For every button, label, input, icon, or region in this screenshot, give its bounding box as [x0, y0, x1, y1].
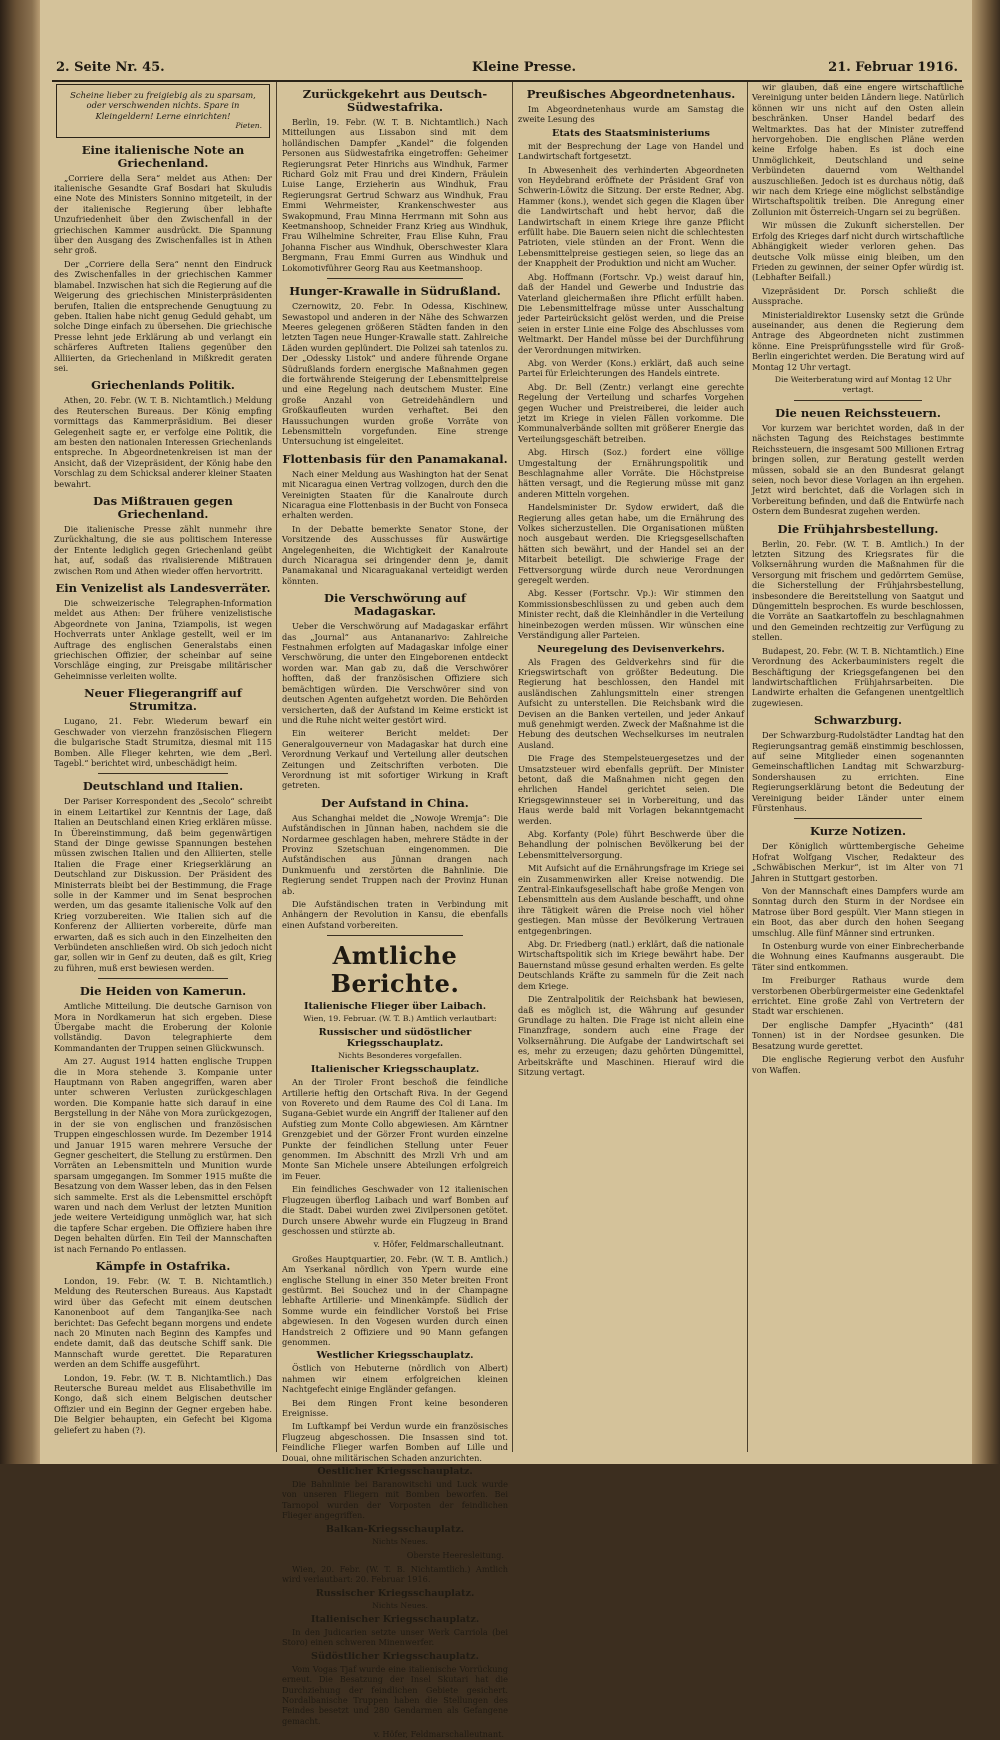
- subheadline: Russischer Kriegsschauplatz.: [315, 1587, 475, 1599]
- headline: Preußisches Abgeordnetenhaus.: [526, 87, 736, 101]
- paragraph: Vizepräsident Dr. Porsch schließt die Aussprache.: [752, 285, 964, 307]
- paragraph: In Ostenburg wurde von einer Einbrecherbande die Wohnung eines Kaufmanns ausgeraubt. Die Täter sind entkommen.: [752, 941, 964, 972]
- subheadline: Westlicher Kriegsschauplatz.: [316, 1350, 474, 1362]
- column-3: [518, 82, 744, 1452]
- paragraph: London, 19. Febr. (W. T. B. Nichtamtlich.) Das Reutersche Bureau meldet aus Elisabethville im Kongo, daß sich einem Belgischen deutscher Offizier und ein Beginn der Gegner ergeben habe. Die Belgier behaupten, ein Gefecht bei Kigoma geliefert zu haben (?).: [54, 1372, 272, 1435]
- headline: Eine italienische Note an Griechenland.: [81, 142, 245, 170]
- signature: v. Höfer, Feldmarschalleutnant.: [373, 1239, 504, 1250]
- headline: Der Aufstand in China.: [321, 795, 469, 810]
- notice-signature: Pieten.: [235, 121, 262, 131]
- paragraph: Ministerialdirektor Lusensky setzt die Gründe auseinander, aus denen die Regierung dem Antrage des Abgeordneten nicht zustimmen könne. Eine Preisprüfungsstelle wird für Groß-Berlin eingerichtet werden. Die Beratung wird auf Montag 12 Uhr vertagt.: [752, 309, 964, 372]
- divider: [327, 278, 463, 279]
- paragraph: Der englische Dampfer „Hyacinth“ (481 Tonnen) ist in der Nordsee gesunken. Die Besatzung wurde gerettet.: [752, 1019, 964, 1051]
- paragraph: Nach einer Meldung aus Washington hat der Senat mit Nicaragua einen Vertrag vollzogen, durch den die Vereinigten Staaten für die Kanalroute durch Nicaragua eine Flottenbasis in der Bucht von Fonseca erhalten werden.: [282, 468, 508, 521]
- divider: [98, 773, 229, 774]
- page-number: 2. Seite Nr. 45.: [56, 60, 165, 75]
- paragraph: Abg. Hoffmann (Fortschr. Vp.) weist darauf hin, daß der Handel und Gewerbe und Industrie das Vaterland gleichermaßen ihre Pflicht erfüllt haben. Die Lebensmittelfrage müsse unter Ausschaltung jeder Parteirücksicht gelöst werden, und die Preise seien in erster Linie eine Folge des Abschlusses vom Weltmarkt. Der Handel müsse bei der Durchführung der Verordnungen mitwirken.: [518, 271, 744, 355]
- paragraph: Nichts Neues.: [372, 1600, 428, 1610]
- paragraph: Der Schwarzburg-Rudolstädter Landtag hat den Regierungsantrag gemäß einstimmig beschlossen, auf seine Mitglieder einen sogenannten Gemeinschaftlichen Landtag mit Schwarzburg-Sondershausen zu errichten. Eine Regierungserklärung betont die Bedeutung der Vereinigung beider Länder unter einem Fürstenhaus.: [752, 730, 964, 813]
- headline: Deutschland und Italien.: [82, 779, 244, 794]
- dateline: Wien, 19. Februar. (W. T. B.) Amtlich verlautbart:: [303, 1014, 497, 1024]
- column-rule: [512, 82, 513, 1452]
- headline: Neuer Fliegerangriff auf Strumitza.: [84, 686, 242, 714]
- notice-box: [56, 84, 270, 138]
- paragraph: Amtliche Mitteilung. Die deutsche Garnison von Mora in Nordkamerun hat sich ergeben. Diese Übergabe macht die Eroberung der Kolonie vollständig. Davon telegraphierte dem Kommandanten der Truppen seinen Glückwunsch.: [54, 1001, 272, 1053]
- paragraph: Im Luftkampf bei Verdun wurde ein französisches Flugzeug abgeschossen. Die Insassen sind tot. Feindliche Flieger warfen Bomben auf Lille und Douai, ohne militärischen Schaden anzurichten.: [282, 1421, 508, 1463]
- column-2: [282, 82, 508, 1740]
- paragraph: Abg. von Werder (Kons.) erklärt, daß auch seine Partei für Erleichterungen des Handels eintrete.: [518, 357, 744, 379]
- subheadline: Neuregelung des Devisenverkehrs.: [537, 643, 725, 655]
- subheadline: Etats des Staatsministeriums: [552, 127, 710, 139]
- paragraph: Östlich von Hebuterne (nördlich von Albert) nahmen wir einem erfolgreichen kleinen Nachtgefecht einige Engländer gefangen.: [282, 1363, 508, 1395]
- paragraph: Abg. Dr. Friedberg (natl.) erklärt, daß die nationale Wirtschaftspolitik sich im Kriege bewährt habe. Der Bauernstand müsse gesund erhalten werden. Es gelte Deutschlands Kräfte zu sammeln für die Zeit nach dem Kriege.: [518, 939, 744, 991]
- subheadline: Balkan-Kriegsschauplatz.: [325, 1523, 465, 1535]
- paragraph: wir glauben, daß eine engere wirtschaftliche Vereinigung unter beiden Ländern liege. Natürlich können wir uns nicht auf den Osten allein beschränken. Unser Handel bedarf des Weltmarktes. Das hat der Minister zutreffend hervorgehoben. Die englischen Pläne werden keine Erfolge haben. Es ist doch eine Unmöglichkeit, Deutschland und seine Verbündeten dauernd vom Welthandel auszuschließen. Jedoch ist es durchaus nötig, daß wir nach dem Kriege eine möglichst selbständige Wirtschaftspolitik treiben. Die Anregung einer Zollunion mit Österreich-Ungarn sei zu begrüßen.: [752, 82, 964, 217]
- paragraph: Athen, 20. Febr. (W. T. B. Nichtamtlich.) Meldung des Reuterschen Bureaus. Der König empfing vormittags das Kammerpräsidium. Bei dieser Gelegenheit sagte er, er verfolge eine Politik, die am besten den nationalen Interessen Griechenlands entspreche. In Abgeordnetenkreisen ist man der Ansicht, daß der Vizepräsident, der König habe den Vorschlag zu dem Schicksal anderer kleiner Staaten bewahrt.: [54, 395, 272, 489]
- paragraph: Berlin, 19. Febr. (W. T. B. Nichtamtlich.) Nach Mitteilungen aus Lissabon sind mit dem holländischen Dampfer „Kandel“ die folgenden Personen aus Südwestafrika eingetroffen: Geheimer Regierungsrat Peter Hinrichs aus Windhuk, Farmer Richard Golz mit Frau und drei Kindern, Fräulein Luise Lange, Erzieherin aus Windhuk, Frau Regierungsrat Gertrud Schwarz aus Windhuk, Frau Emmi Wehrmeister, Krankenschwester aus Swakopmund, Frau Minna Herrmann mit Sohn aus Keetmanshoop, Schneider Franz Krieg aus Windhuk, Frau Wilhelmine Schreiter, Frau Elise Kuhn, Frau Johanna Fischer aus Windhuk, Oberschwester Klara Bergmann, Frau Emmi Gurren aus Windhuk und Lokomotivführer Georg Rau aus Keetmanshoop.: [282, 117, 508, 273]
- paragraph: Die Aufständischen traten in Verbindung mit Anhängern der Revolution in Kansu, die ebenfalls einen Aufstand vorbereiten.: [282, 899, 508, 930]
- paragraph: Die Bahnlinie bei Baranowitschi und Luck wurde von unseren Fliegern mit Bomben beworfen. Bei Tarnopol wurden der Vorposten der feindlichen Flieger angegriffen.: [282, 1479, 508, 1521]
- paragraph: Abg. Korfanty (Pole) führt Beschwerde über die Behandlung der polnischen Bevölkerung bei der Lebensmittelversorgung.: [518, 829, 744, 860]
- paragraph: Von der Mannschaft eines Dampfers wurde am Sonntag durch den Sturm in der Nordsee ein Matrose über Bord gespült. Vier Mann stiegen in ein Boot, das aber durch den hohen Seegang umschlug. Alle fünf Männer sind ertrunken.: [752, 886, 964, 938]
- paragraph: Die Frage des Stempelsteuergesetzes und der Umsatzsteuer wird ebenfalls geprüft. Der Minister betont, daß die Maßnahmen nicht gegen den ehrlichen Handel gerichtet seien. Die Kriegsgewinnsteuer sei in Vorbereitung, und das Haus werde bald mit Vorlagen bekanntgemacht werden.: [518, 753, 744, 826]
- paragraph: Wir müssen die Zukunft sicherstellen. Der Erfolg des Krieges darf nicht durch wirtschaftliche Abhängigkeit wieder verloren gehen. Das deutsche Volk müsse einig bleiben, um den Frieden zu gewinnen, der seiner Opfer würdig ist. (Lebhafter Beifall.): [752, 220, 964, 283]
- headline: Die neuen Reichssteuern.: [775, 405, 941, 420]
- subheadline: Italienischer Kriegsschauplatz.: [310, 1064, 480, 1076]
- dateline: Wien, 20. Febr. (W. T. B. Nichtamtlich.) Amtlich wird verlautbart: 20. Februar 1916.: [282, 1564, 508, 1585]
- paragraph: Die Weiterberatung wird auf Montag 12 Uhr vertagt.: [774, 374, 952, 394]
- paragraph: Vor kurzem war berichtet worden, daß in der nächsten Tagung des Reichstages bestimmte Reichssteuern, die insgesamt 500 Millionen Ertrag bringen sollen, zur Beratung gestellt werden müssen, sobald sie an den Bundesrat gelangt seien, noch bevor diese Vorlagen an ihn ergehen. Jetzt wird berichtet, daß die Vorlagen sich in Vorbereitung befinden, und daß die Entwürfe nach Ostern dem Bundesrat zugehen werden.: [752, 422, 964, 517]
- paragraph: Die italienische Presse zählt nunmehr ihre Zurückhaltung, die sie aus politischem Interesse der Entente lediglich gegen Griechenland geübt hat, auf, sodaß das rivalisierende Mißtrauen zwischen Rom und Athen wieder offen hervortritt.: [54, 524, 272, 576]
- page-date: 21. Februar 1916.: [828, 60, 958, 75]
- paragraph: In Abwesenheit des verhinderten Abgeordneten von Heydebrand eröffnete der Präsident Graf von Schwerin-Löwitz die Sitzung. Der erste Redner, Abg. Hammer (kons.), wendet sich gegen die Klagen über die Landwirtschaft und hebt hervor, daß die Landwirtschaft in einem Kriege ihre ganze Pflicht erfüllt habe. Die Bauern seien nicht die schlechtesten Patrioten, viele stünden an der Front. Wenn die Lebensmittelpreise gestiegen seien, so liege das an der Knappheit der Produktion und nicht am Wucher.: [518, 164, 744, 269]
- paragraph: mit der Besprechung der Lage von Handel und Landwirtschaft fortgesetzt.: [518, 140, 744, 162]
- book-spine: [0, 0, 40, 1464]
- divider: [327, 935, 463, 936]
- paragraph: Der Pariser Korrespondent des „Secolo“ schreibt in einem Leitartikel zur Kenntnis der Lage, daß Italien an Deutschland einen Krieg erklären müsse. In Übereinstimmung, daß beim gegenwärtigen Stand der Dinge gewisse Spannungen bestehen müssen zwischen Italien und den Alliierten, stelle Italien die Frage einer Kriegserklärung an Deutschland zur Diskussion. Der Präsident des Ministerrats bleibt bei der Bestimmung, die Frage solle in der Kammer und im Senat besprochen werden, um das gesamte italienische Volk auf den Krieg vorzubereiten. Wie Italien sich auf die Konferenz der Alliierten vorbereite, dürfe man erwarten, daß es sich auch in den Einzelheiten den Verbündeten anschließen wird. Ob sich jedoch nicht gar, sollen wir in Genf zu deuten, daß es gilt, Krieg zu führen, muß erst bewiesen werden.: [54, 796, 272, 973]
- section-title: Amtliche Berichte.: [330, 941, 460, 999]
- paragraph: Bei dem Ringen Front keine besonderen Ereignisse.: [282, 1397, 508, 1418]
- headline: Flottenbasis für den Panamakanal.: [282, 451, 508, 466]
- paragraph: Berlin, 20. Febr. (W. T. B. Amtlich.) In der letzten Sitzung des Kriegsrates für die Volksernährung wurden die Maßnahmen für die Versorgung mit frischem und gedörrtem Gemüse, die Sicherstellung der Frühjahrsbestellung, insbesondere die Bereitstellung von Saatgut und Düngemitteln besprochen. Es wurde beschlossen, die Vorräte an Saatkartoffeln zu beschlagnahmen und den Gemeinden rechtzeitig zur Verfügung zu stellen.: [752, 538, 964, 643]
- page-edge: [972, 0, 1000, 1464]
- dateline: Großes Hauptquartier, 20. Febr. (W. T. B. Amtlich.) Am Yserkanal nördlich von Ypern wurde eine englische Stellung in einer 350 Meter breiten Front gestürmt. Bei Souchez und in der Champagne lebhafte Artillerie- und Minenkämpfe. Südlich der Somme wurde ein feindlicher Vorstoß bei Frise abgewiesen. In den Vogesen wurden durch einen Handstreich 2 Offiziere und 90 Mann gefangen genommen.: [282, 1253, 508, 1347]
- headline: Die Frühjahrsbestellung.: [777, 521, 939, 536]
- divider: [98, 978, 229, 979]
- paragraph: Lugano, 21. Febr. Wiederum bewarf ein Geschwader von vierzehn französischen Fliegern die bulgarische Stadt Strumitza, diesmal mit 115 Bomben. Alle Flieger kehrten, wie dem „Berl. Tagebl.“ berichtet wird, unbeschädigt heim.: [54, 716, 272, 768]
- paragraph: Ein feindliches Geschwader von 12 italienischen Flugzeugen überflog Laibach und warf Bomben auf die Stadt. Dabei wurden zwei Zivilpersonen getötet. Durch unsere Abwehr wurde ein Flugzeug in Brand geschossen und stürzte ab.: [282, 1184, 508, 1236]
- paragraph: Nichts Neues.: [372, 1536, 428, 1546]
- paragraph: In den Judicarien setzte unser Werk Carriola (bei Storo) einen schweren Minenwerfer.: [282, 1626, 508, 1648]
- subheadline: Oestlicher Kriegsschauplatz.: [317, 1466, 473, 1478]
- paragraph: Budapest, 20. Febr. (W. T. B. Nichtamtlich.) Eine Verordnung des Ackerbauministers regelt die Beschäftigung der Kriegsgefangenen bei den landwirtschaftlichen Frühjahrsarbeiten. Die Landwirte erhalten die Gefangenen unentgeltlich zugewiesen.: [752, 645, 964, 708]
- column-1: [54, 82, 272, 1452]
- paragraph: Abg. Hirsch (Soz.) fordert eine völlige Umgestaltung der Ernährungspolitik und Beschlagnahme aller Vorräte. Die Höchstpreise hätten versagt, und die Regierung müsse mit ganz anderen Mitteln vorgehen.: [518, 447, 744, 499]
- paragraph: Die Zentralpolitik der Reichsbank hat bewiesen, daß es möglich ist, die Währung auf gesunder Grundlage zu halten. Die Frage ist nicht allein eine Finanzfrage, sondern auch eine Frage der Volksernährung. Die Aufgabe der Landwirtschaft sei es, mehr zu erzeugen; dazu gehörten Düngemittel, Arbeitskräfte und Maschinen. Hierauf wird die Sitzung vertagt.: [518, 994, 744, 1077]
- paragraph: London, 19. Febr. (W. T. B. Nichtamtlich.) Meldung des Reuterschen Bureaus. Aus Kapstadt wird über das Gefecht mit einem deutschen Kanonenboot auf dem Tanganjika-See nach berichtet: Das Gefecht begann morgens und endete nach 20 Minuten nach Beginn des Kampfes und endete damit, daß das deutsche Schiff sank. Die Mannschaft wurde gerettet. Die Reparaturen werden an dem Schiffe ausgeführt.: [54, 1275, 272, 1370]
- headline: Die Heiden von Kamerun.: [79, 984, 247, 999]
- paragraph: Nichts Besonderes vorgefallen.: [338, 1051, 462, 1061]
- signature: Oberste Heeresleitung.: [406, 1549, 504, 1560]
- column-rule: [747, 82, 748, 1452]
- headline: Kurze Notizen.: [809, 824, 907, 839]
- notice-text: Scheine lieber zu freigiebig als zu sparsam, oder verschwenden nichts. Spare in Kleingeldern! Lerne einrichten!: [70, 90, 256, 121]
- paragraph: Vom Vogas Tjaf wurde eine italienische Vorrückung erneut. Die Besatzung der Insel Skutari hat die Durchziehung der feindlichen Gebiete gesichert. Nordalbanische Truppen haben die Stellungen des Feindes besetzt und 280 Gendarmen als Gefangene gemacht.: [282, 1663, 508, 1726]
- paragraph: In der Debatte bemerkte Senator Stone, der Vorsitzende des Ausschusses für Auswärtige Angelegenheiten, die Wichtigkeit der Kanalroute durch Nicaragua sei dringender denn je, damit Panamakanal und Nicaraguakanal verteidigt werden könnten.: [282, 523, 508, 586]
- paragraph: Abg. Kesser (Fortschr. Vp.): Wir stimmen den Kommissionsbeschlüssen zu und geben auch dem Minister recht, daß die Kleinhändler in die Verteilung hineinbezogen werden müssen. Wir wünschen eine Verständigung aller Parteien.: [518, 588, 744, 641]
- divider: [794, 818, 921, 819]
- divider: [794, 400, 921, 401]
- paragraph: Ueber die Verschwörung auf Madagaskar erfährt das „Journal“ aus Antananarivo: Zahlreiche Festnahmen erfolgten auf Madagaskar infolge einer Verschwörung, die unter den Eingeborenen entdeckt worden war. Man gab zu, daß die Verschwörer hofften, daß der französischen Offiziere sich bemächtigen würden. Die Verschwörer sind von deutschen Agenten aufgehetzt worden. Die Behörden versicherten, daß der Aufstand im Keime erstickt ist und die Ruhe nicht weiter gestört wird.: [282, 621, 508, 725]
- paragraph: Aus Schanghai meldet die „Nowoje Wremja“: Die Aufständischen in Jünnan haben, nachdem sie die Nordarmee geschlagen haben, mehrere Städte in der Provinz Szetschuan eingenommen. Die Aufständischen aus Jünnan drangen nach Dunkmuenfu und zerstörten die Bahnlinie. Die Regierung sendet Truppen nach der Provinz Hunan ab.: [282, 812, 508, 896]
- headline: Griechenlands Politik.: [91, 378, 235, 393]
- paragraph: Die englische Regierung verbot den Ausfuhr von Waffen.: [752, 1054, 964, 1075]
- paragraph: Die schweizerische Telegraphen-Information meldet aus Athen: Der frühere venizelistische Abgeordnete von Janina, Tziampolis, ist wegen Hochverrats unter Anklage gestellt, weil er im Auftrage des englischen Generalstabs einen griechischen Offizier, der scheinbar auf seine Vorschläge einging, zur Preisgabe militärischer Geheimnisse verleiten wollte.: [54, 598, 272, 681]
- paragraph: Am 27. August 1914 hatten englische Truppen die in Mora stehende 3. Kompanie unter Hauptmann von Raben angegriffen, waren aber unter schweren Verlusten zurückgeschlagen worden. Die Kompanie hatte sich darauf in eine Bergstellung in der Nähe von Mora zurückgezogen, in der sie von englischen und französischen Truppen eingeschlossen wurde. Im Dezember 1914 und Januar 1915 waren mehrere Versuche der Gegner gescheitert, die Stellung zu erstürmen. Den Vorräten an Lebensmitteln und Munition wurde sparsam umgegangen. Im Sommer 1915 mußte die Besatzung von dem Wasser leben, das in den Felsen sich sammelte. Erst als die Lebensmittel erschöpft waren und nach dem Verlust der letzten Munition jede weitere Verteidigung unmöglich war, hat sich die tapfere Schar ergeben. Die Offiziere haben ihre Degen behalten dürfen. Ein Teil der Mannschaften ist nach Fernando Po entlassen.: [54, 1056, 272, 1254]
- subheadline: Italienische Flieger über Laibach.: [303, 1001, 487, 1013]
- headline: Zurückgekehrt aus Deutsch-Südwestafrika.: [302, 87, 488, 114]
- subheadline: Italienischer Kriegsschauplatz.: [310, 1613, 480, 1625]
- paragraph: Als Fragen des Geldverkehrs sind für die Kriegswirtschaft von größter Bedeutung. Die Regierung hat beschlossen, den Handel mit ausländischen Zahlungsmitteln einer strengen Aufsicht zu unterstellen. Die Reichsbank wird die Devisen an die Banken verteilen, und jeder Ankauf muß genehmigt werden. Zweck der Maßnahme ist die Hebung des deutschen Wechselkurses im neutralen Ausland.: [518, 656, 744, 750]
- headline: Das Mißtrauen gegen Griechenland.: [93, 494, 233, 521]
- subheadline: Südöstlicher Kriegsschauplatz.: [311, 1650, 479, 1662]
- subheadline: Russischer und südöstlicher Kriegsschauplatz.: [318, 1027, 472, 1050]
- paragraph: Abg. Dr. Bell (Zentr.) verlangt eine gerechte Regelung der Verteilung und scharfes Vorgehen gegen Wucher und Preistreiberei, die leider auch jetzt im Kriege in vielen Fällen vorkomme. Die Kommunalverbände sollten mit größerer Energie das Verteilungsgeschäft betreiben.: [518, 381, 744, 444]
- headline: Hunger-Krawalle in Südrußland.: [289, 284, 501, 299]
- paragraph: Handelsminister Dr. Sydow erwidert, daß die Regierung alles getan habe, um die Ernährung des Volkes sicherzustellen. Die Organisationen müßten noch ausgebaut werden. Die Kriegsgesellschaften hätten sich bewährt, und der Handel sei an der Mitarbeit beteiligt. Die schwierige Frage der Fettversorgung würde durch neue Verordnungen geregelt werden.: [518, 502, 744, 586]
- headline: Die Verschwörung auf Madagaskar.: [324, 591, 466, 619]
- headline: Schwarzburg.: [813, 713, 903, 728]
- newspaper-page: [40, 0, 972, 1740]
- page-header: [52, 58, 962, 82]
- paragraph: Im Freiburger Rathaus wurde dem verstorbenen Oberbürgermeister eine Gedenktafel errichtet. Eine große Zahl von Vertretern der Stadt war erschienen.: [752, 975, 964, 1017]
- paragraph: Der Königlich württembergische Geheime Hofrat Wolfgang Vischer, Redakteur des „Schwäbischen Merkur“, ist im Alter von 71 Jahren in Stuttgart gestorben.: [752, 841, 964, 883]
- paragraph: „Corriere della Sera“ meldet aus Athen: Der italienische Gesandte Graf Bosdari hat Skuludis eine Note des Ministers Sonnino mitgeteilt, in der der italienische Regierung über lebhafte Unzufriedenheit über den Zwischenfall in der griechischen Kammer ausdrückt. Die Spannung über den Ausgang des Zwischenfalles ist in Athen sehr groß.: [54, 172, 272, 256]
- headline: Ein Venizelist als Landesverräter.: [55, 581, 271, 596]
- paragraph: Im Abgeordnetenhaus wurde am Samstag die zweite Lesung des: [518, 104, 744, 125]
- headline: Kämpfe in Ostafrika.: [95, 1258, 231, 1273]
- paragraph: Czernowitz, 20. Febr. In Odessa, Kischinew, Sewastopol und anderen in der Nähe des Schwarzen Meeres gelegenen größeren Städten fanden in den letzten Tagen neue Hunger-Krawalle statt. Zahlreiche Läden wurden geplündert. Die Polizei sah tatenlos zu. Der „Odessky Listok“ und andere führende Organe Südrußlands fordern energische Maßnahmen gegen die fortwährende Steigerung der Lebensmittelpreise und eine Regelung nach deutschem Muster. Eine große Anzahl von Getreidehändlern und Großkaufleuten wurden verhaftet. Bei den Haussuchungen wurden große Vorräte von Lebensmitteln vorgefunden. Eine strenge Untersuchung ist eingeleitet.: [282, 301, 508, 447]
- signature: v. Höfer, Feldmarschalleutnant.: [373, 1729, 504, 1740]
- column-4: [752, 82, 964, 1452]
- paragraph: Mit Aufsicht auf die Ernährungsfrage im Kriege sei ein Zusammenwirken aller Kreise notwendig. Die Zentral-Einkaufsgesellschaft habe große Mengen von Lebensmitteln aus dem Auslande beschafft, und ohne ihre Tätigkeit wären die Preise noch viel höher gestiegen. Man müsse der Bevölkerung Vertrauen entgegenbringen.: [518, 863, 744, 936]
- paragraph: Der „Corriere della Sera“ nennt den Eindruck des Zwischenfalles in der griechischen Kammer blamabel. Inzwischen hat sich die Regierung auf die Weigerung des griechischen Ministerpräsidenten berufen, Italien die entsprechende Genugtuung zu geben. Italien habe nicht genug Geduld gehabt, um solche Dinge einfach zu übersehen. Die griechische Presse lehnt jede Erklärung ab und verlangt ein schärferes Auftreten Italiens gegenüber den Alliierten, da Griechenland in Mißkredit geraten sei.: [54, 258, 272, 373]
- paragraph: Ein weiterer Bericht meldet: Der Generalgouverneur von Madagaskar hat durch eine Verordnung Verkauf und Verteilung aller deutschen Zeitungen und Zeitschriften verboten. Die Verordnung ist mit sofortiger Wirkung in Kraft getreten.: [282, 728, 508, 791]
- newspaper-title: Kleine Presse.: [472, 60, 577, 75]
- column-rule: [276, 82, 277, 1452]
- paragraph: An der Tiroler Front beschoß die feindliche Artillerie heftig den Ortschaft Riva. In der Gegend von Rovereto und dem Raume des Col di Lana. Im Sugana-Gebiet wurde ein Angriff der Italiener auf den Aufstieg zum Monte Collo abgewiesen. Am Kärntner Grenzgebiet und der Görzer Front wurden einzelne Punkte der feindlichen Stellung unter Feuer genommen. Im Abschnitt des Mrzli Vrh und am Monte San Michele unsere Abteilungen erfolgreich im Feuer.: [282, 1077, 508, 1181]
